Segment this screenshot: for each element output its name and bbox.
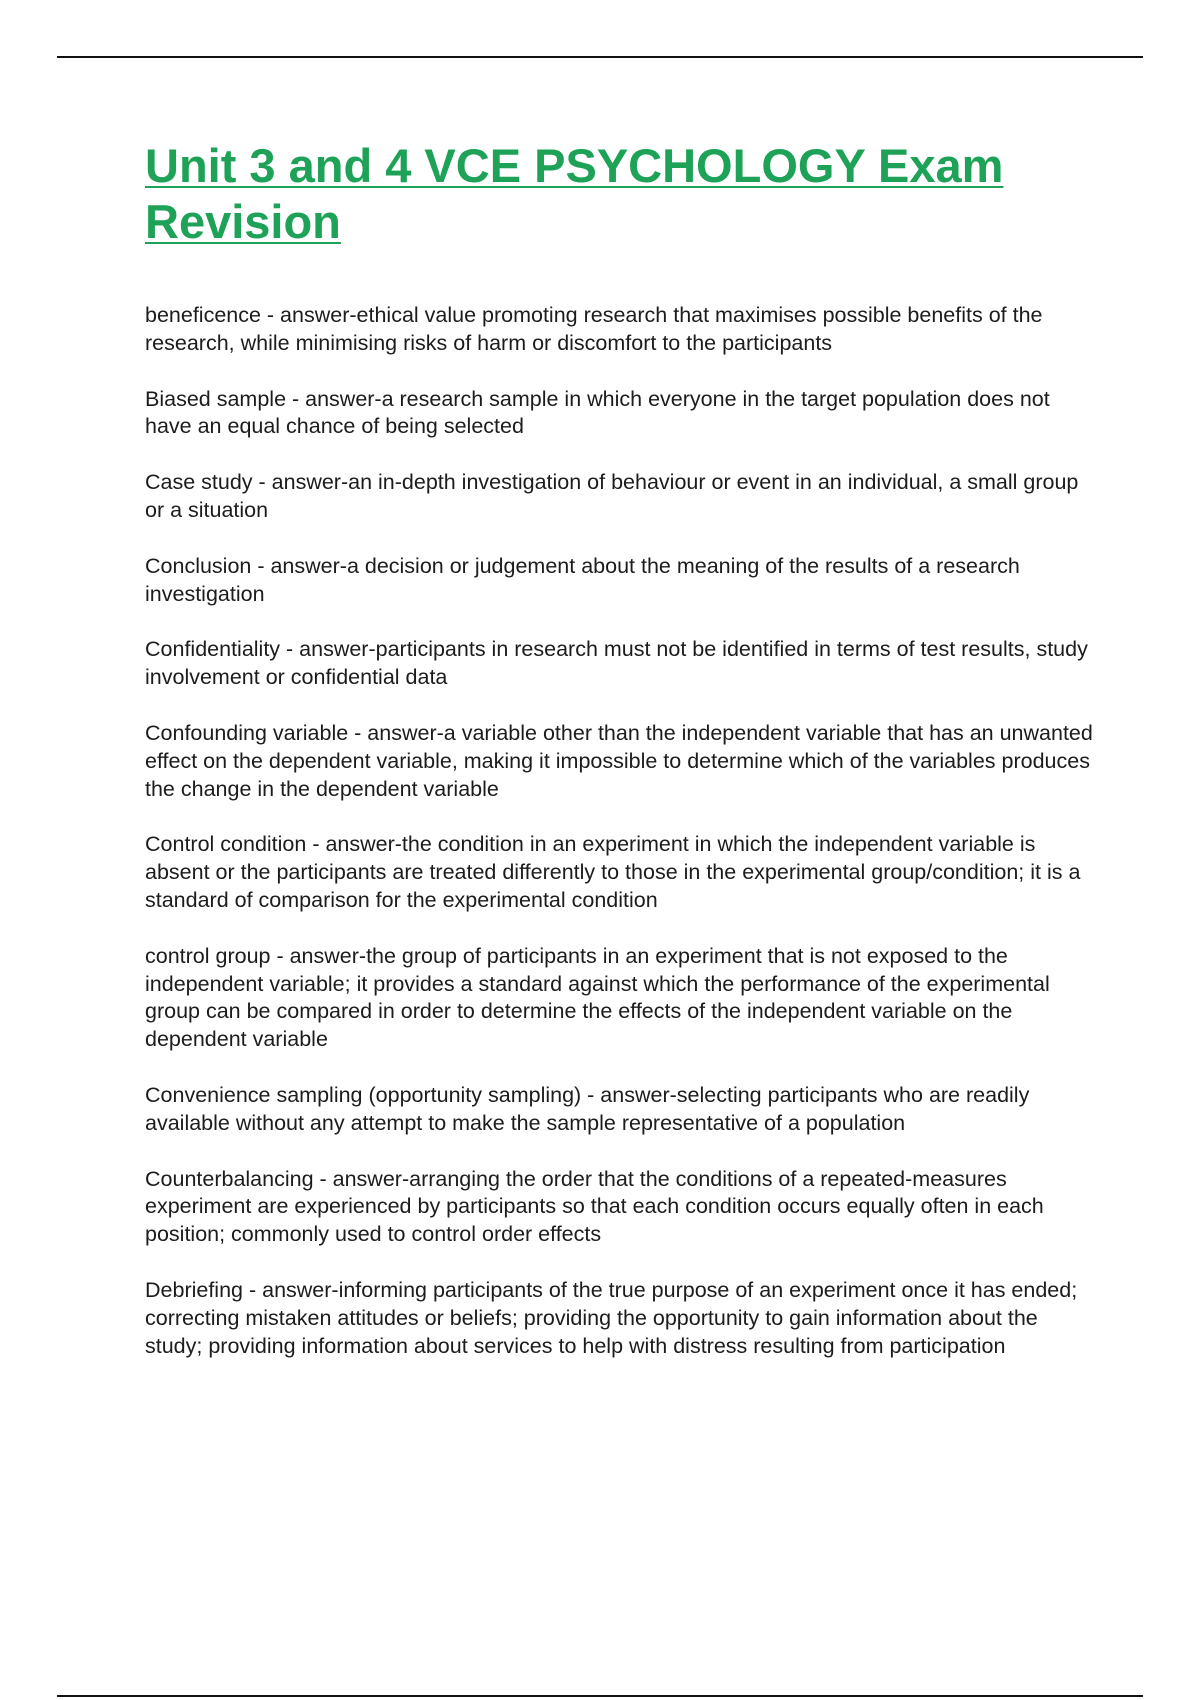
term-entry: Biased sample - answer-a research sample in which everyone in the target population does not have an equal chance of being selected bbox=[145, 386, 1050, 439]
page-title: Unit 3 and 4 VCE PSYCHOLOGY Exam Revision bbox=[145, 139, 1004, 248]
page-content bbox=[145, 138, 1100, 1388]
term-list bbox=[145, 302, 1100, 1360]
top-rule bbox=[57, 56, 1143, 58]
term-entry: beneficence - answer-ethical value promoting research that maximises possible benefits of the research, while minimising risks of harm or discomfort to the participants bbox=[145, 303, 1043, 355]
term-entry: Case study - answer-an in-depth investigation of behaviour or event in an individual, a small group or a situation bbox=[145, 470, 1079, 522]
term-entry: Confounding variable - answer-a variable other than the independent variable that has an unwanted effect on the dependent variable, making it impossible to determine which of the variables produces the change in the dependent variable bbox=[145, 720, 1093, 801]
term-entry: Confidentiality - answer-participants in research must not be identified in terms of test results, study involvement or confidential data bbox=[145, 637, 1088, 690]
term-entry: Convenience sampling (opportunity sampling) - answer-selecting participants who are readily available without any attempt to make the sample representative of a population bbox=[145, 1082, 1030, 1135]
term-entry: Control condition - answer-the condition in an experiment in which the independent variable is absent or the participants are treated differently to those in the experimental group/condition; it is a standard of comparison for the experimental condition bbox=[145, 832, 1081, 912]
term-entry: Counterbalancing - answer-arranging the order that the conditions of a repeated-measures experiment are experienced by participants so that each condition occurs equally often in each position; commonly used to control order effects bbox=[145, 1166, 1044, 1247]
term-entry: Conclusion - answer-a decision or judgement about the meaning of the results of a research investigation bbox=[145, 553, 1020, 606]
term-entry: control group - answer-the group of participants in an experiment that is not exposed to the independent variable; it provides a standard against which the performance of the experimental group can be compared in order to determine the effects of the independent variable on the dependent variable bbox=[145, 943, 1050, 1052]
term-entry: Debriefing - answer-informing participants of the true purpose of an experiment once it has ended; correcting mistaken attitudes or beliefs; providing the opportunity to gain information about the study; providing information about services to help with distress resulting from participation bbox=[145, 1277, 1078, 1358]
bottom-rule bbox=[57, 1695, 1143, 1697]
